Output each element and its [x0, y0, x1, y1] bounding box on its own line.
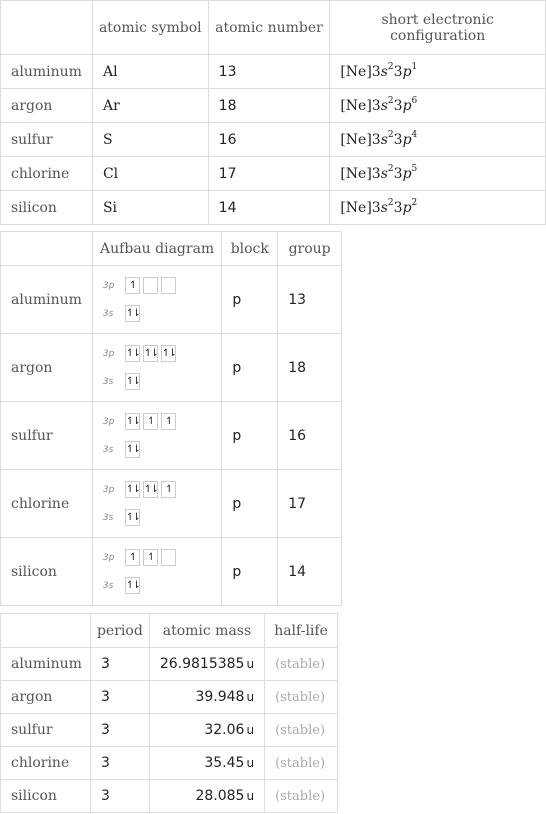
electronic-configuration: $[Ne]3s^23p^6$ [330, 89, 546, 123]
table-header-row [1, 614, 338, 648]
orbital-box [143, 413, 158, 430]
half-life: (stable) [265, 780, 338, 813]
group: 13 [278, 266, 342, 334]
table-row [1, 55, 546, 89]
orbital-box [161, 345, 176, 362]
group: 14 [278, 538, 342, 606]
atomic-symbol: Si [92, 191, 208, 225]
orbital-label: 3s [102, 308, 114, 319]
electron-up-arrow-icon: ↿ [165, 415, 172, 427]
electron-up-arrow-icon: ↿ [147, 551, 154, 563]
electron-pair-arrows-icon: ↿⇂ [125, 443, 139, 455]
orbital-label: 3s [102, 444, 114, 455]
group: 16 [278, 402, 342, 470]
orbital-3p-row [103, 548, 222, 568]
aufbau-diagram [92, 402, 222, 470]
orbital-box [161, 549, 176, 566]
aufbau-diagram [92, 334, 222, 402]
header-atomic-number: atomic number [208, 1, 330, 55]
atomic-symbol: Ar [92, 89, 208, 123]
orbital-box [161, 277, 176, 294]
properties-table-3 [0, 613, 338, 813]
header-group: group [278, 232, 342, 266]
orbital-box [161, 481, 176, 498]
orbital-box [125, 373, 140, 390]
orbital-box [125, 577, 140, 594]
properties-table-2 [0, 231, 342, 606]
orbital-3p-row [103, 412, 222, 432]
electron-up-arrow-icon: ↿ [129, 551, 136, 563]
half-life: (stable) [265, 681, 338, 714]
row-label: aluminum [1, 648, 91, 681]
electron-pair-arrows-icon: ↿⇂ [125, 415, 139, 427]
atomic-mass: 32.06 u [149, 714, 264, 747]
row-label: sulfur [1, 402, 93, 470]
aufbau-diagram [92, 470, 222, 538]
row-label: aluminum [1, 55, 93, 89]
period: 3 [90, 747, 149, 780]
table-header-row [1, 1, 546, 55]
atomic-mass: 28.085 u [149, 780, 264, 813]
orbital-label: 3p [102, 348, 115, 359]
table-row [1, 89, 546, 123]
orbital-3s-row [103, 372, 222, 392]
header-atomic-mass: atomic mass [149, 614, 264, 648]
half-life: (stable) [265, 648, 338, 681]
orbital-3s-row [103, 440, 222, 460]
orbital-3s-row [103, 304, 222, 324]
orbital-box [143, 481, 158, 498]
orbital-3p-row [103, 276, 222, 296]
electron-pair-arrows-icon: ↿⇂ [161, 347, 175, 359]
orbital-box [125, 481, 140, 498]
aufbau-diagram [92, 538, 222, 606]
atomic-number: 18 [208, 89, 330, 123]
orbital-box [143, 345, 158, 362]
row-label: argon [1, 334, 93, 402]
table-row [1, 402, 342, 470]
electron-pair-arrows-icon: ↿⇂ [125, 579, 139, 591]
table-row [1, 681, 338, 714]
orbital-label: 3p [102, 552, 115, 563]
header-half-life: half-life [265, 614, 338, 648]
block: p [222, 402, 278, 470]
atomic-number: 16 [208, 123, 330, 157]
orbital-3s-row [103, 576, 222, 596]
table-header-row [1, 232, 342, 266]
row-label: chlorine [1, 747, 91, 780]
atomic-symbol: Cl [92, 157, 208, 191]
header-atomic-symbol: atomic symbol [92, 1, 208, 55]
period: 3 [90, 780, 149, 813]
period: 3 [90, 681, 149, 714]
orbital-label: 3s [102, 512, 114, 523]
electron-up-arrow-icon: ↿ [129, 279, 136, 291]
period: 3 [90, 714, 149, 747]
orbital-box [125, 277, 140, 294]
atomic-number: 13 [208, 55, 330, 89]
orbital-label: 3s [102, 580, 114, 591]
orbital-3s-row [103, 508, 222, 528]
block: p [222, 266, 278, 334]
header-period: period [90, 614, 149, 648]
orbital-label: 3p [102, 484, 115, 495]
electron-pair-arrows-icon: ↿⇂ [125, 375, 139, 387]
orbital-box [125, 305, 140, 322]
header-block: block [222, 232, 278, 266]
atomic-number: 14 [208, 191, 330, 225]
table-row [1, 266, 342, 334]
table-row [1, 648, 338, 681]
orbital-3p-row [103, 344, 222, 364]
electron-pair-arrows-icon: ↿⇂ [125, 511, 139, 523]
electronic-configuration: $[Ne]3s^23p^1$ [330, 55, 546, 89]
row-label: aluminum [1, 266, 93, 334]
row-label: sulfur [1, 714, 91, 747]
table-row [1, 538, 342, 606]
table-row [1, 714, 338, 747]
electronic-configuration: $[Ne]3s^23p^5$ [330, 157, 546, 191]
block: p [222, 470, 278, 538]
electronic-configuration: $[Ne]3s^23p^2$ [330, 191, 546, 225]
row-label: sulfur [1, 123, 93, 157]
table-row [1, 780, 338, 813]
table-row [1, 747, 338, 780]
row-label: argon [1, 681, 91, 714]
header-empty [1, 614, 91, 648]
atomic-mass: 39.948 u [149, 681, 264, 714]
orbital-box [125, 509, 140, 526]
table-row [1, 157, 546, 191]
half-life: (stable) [265, 714, 338, 747]
electron-pair-arrows-icon: ↿⇂ [143, 347, 157, 359]
block: p [222, 334, 278, 402]
electron-pair-arrows-icon: ↿⇂ [125, 307, 139, 319]
header-aufbau-diagram: Aufbau diagram [92, 232, 222, 266]
row-label: silicon [1, 191, 93, 225]
group: 18 [278, 334, 342, 402]
orbital-box [125, 345, 140, 362]
table-row [1, 123, 546, 157]
electron-pair-arrows-icon: ↿⇂ [143, 483, 157, 495]
table-row [1, 191, 546, 225]
properties-table-1 [0, 0, 546, 225]
orbital-box [143, 277, 158, 294]
orbital-label: 3p [102, 280, 115, 291]
row-label: silicon [1, 538, 93, 606]
electron-up-arrow-icon: ↿ [165, 483, 172, 495]
orbital-box [161, 413, 176, 430]
orbital-box [125, 413, 140, 430]
period: 3 [90, 648, 149, 681]
block: p [222, 538, 278, 606]
orbital-label: 3p [102, 416, 115, 427]
atomic-mass: 35.45 u [149, 747, 264, 780]
electron-pair-arrows-icon: ↿⇂ [125, 347, 139, 359]
atomic-mass: 26.9815385 u [149, 648, 264, 681]
row-label: argon [1, 89, 93, 123]
orbital-box [143, 549, 158, 566]
aufbau-diagram [92, 266, 222, 334]
half-life: (stable) [265, 747, 338, 780]
orbital-label: 3s [102, 376, 114, 387]
orbital-box [125, 549, 140, 566]
row-label: silicon [1, 780, 91, 813]
electronic-configuration: $[Ne]3s^23p^4$ [330, 123, 546, 157]
table-row [1, 470, 342, 538]
group: 17 [278, 470, 342, 538]
header-electronic-configuration: short electronic configuration [330, 1, 546, 55]
electron-pair-arrows-icon: ↿⇂ [125, 483, 139, 495]
orbital-box [125, 441, 140, 458]
atomic-symbol: Al [92, 55, 208, 89]
row-label: chlorine [1, 470, 93, 538]
header-empty [1, 1, 93, 55]
row-label: chlorine [1, 157, 93, 191]
atomic-symbol: S [92, 123, 208, 157]
orbital-3p-row [103, 480, 222, 500]
atomic-number: 17 [208, 157, 330, 191]
header-empty [1, 232, 93, 266]
table-row [1, 334, 342, 402]
electron-up-arrow-icon: ↿ [147, 415, 154, 427]
